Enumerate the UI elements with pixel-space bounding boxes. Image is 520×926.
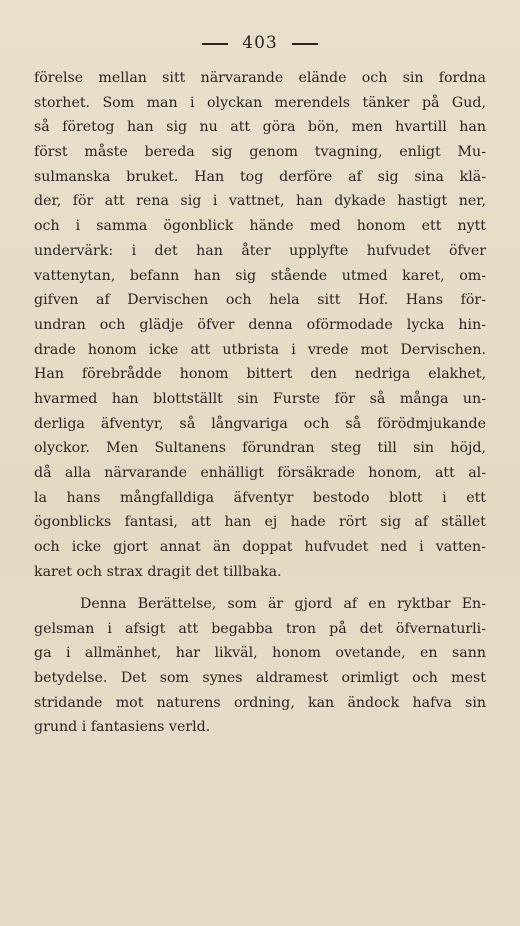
text-line: först måste bereda sig genom tvagning, enligt Mu- (34, 144, 486, 161)
text-line: storhet. Som man i olyckan merendels tänker på Gud, (34, 94, 486, 111)
text-line: derliga äfventyr, så långvariga och så förödmjukande (34, 415, 486, 432)
text-line: så företog han sig nu att göra bön, men hvartill han (34, 119, 486, 136)
text-line: och i samma ögonblick hände med honom ett nytt (34, 218, 486, 235)
text-line: undran och glädje öfver denna oförmodade lycka hin- (34, 316, 486, 333)
text-line: Denna Berättelse, som är gjord af en ryktbar En- (80, 596, 486, 612)
text-line: hvarmed han blottställt sin Furste för så många un- (34, 390, 486, 407)
text-line: stridande mot naturens ordning, kan ändock hafva sin (34, 694, 486, 711)
text-line: karet och strax dragit det tillbaka. (34, 563, 282, 580)
text-line: la hans mångfalldiga äfventyr bestodo blott i ett (34, 489, 486, 506)
text-line: grund i fantasiens verld. (34, 719, 211, 736)
text-line: gifven af Dervischen och hela sitt Hof. Hans för- (34, 292, 486, 309)
paragraph-1 (34, 66, 486, 584)
text-line: Han förebrådde honom bittert den nedriga elakhet, (34, 366, 486, 383)
text-line: sulmanska bruket. Han tog derföre af sig sina klä- (34, 168, 486, 185)
text-line: och icke gjort annat än doppat hufvudet ned i vatten- (34, 539, 486, 556)
text-line: ga i allmänhet, har likväl, honom ovetande, en sann (34, 645, 486, 662)
text-line: gelsman i afsigt att begabba tron på det öfvernaturli- (34, 620, 486, 637)
page-header (0, 33, 520, 53)
header-dash-left (202, 43, 228, 45)
text-line: der, för att rena sig i vattnet, han dykade hastigt ner, (34, 193, 486, 210)
text-line: då alla närvarande enhälligt försäkrade honom, att al- (34, 465, 486, 481)
text-line: förelse mellan sitt närvarande elände och sin fordna (34, 70, 486, 86)
text-line: undervärk: i det han åter upplyfte hufvudet öfver (34, 242, 486, 259)
text-line: olyckor. Men Sultanens förundran steg till sin höjd, (34, 440, 486, 457)
text-line: betydelse. Det som synes aldramest orimligt och mest (34, 670, 486, 687)
text-line: ögonblicks fantasi, att han ej hade rört sig af stället (34, 514, 486, 531)
text-line: vattenytan, befann han sig stående utmed karet, om- (34, 267, 486, 284)
header-dash-right (292, 43, 318, 45)
page-number: 403 (242, 33, 278, 53)
text-line: drade honom icke att utbrista i vrede mot Dervischen. (34, 341, 486, 358)
paragraph-2 (34, 592, 486, 740)
